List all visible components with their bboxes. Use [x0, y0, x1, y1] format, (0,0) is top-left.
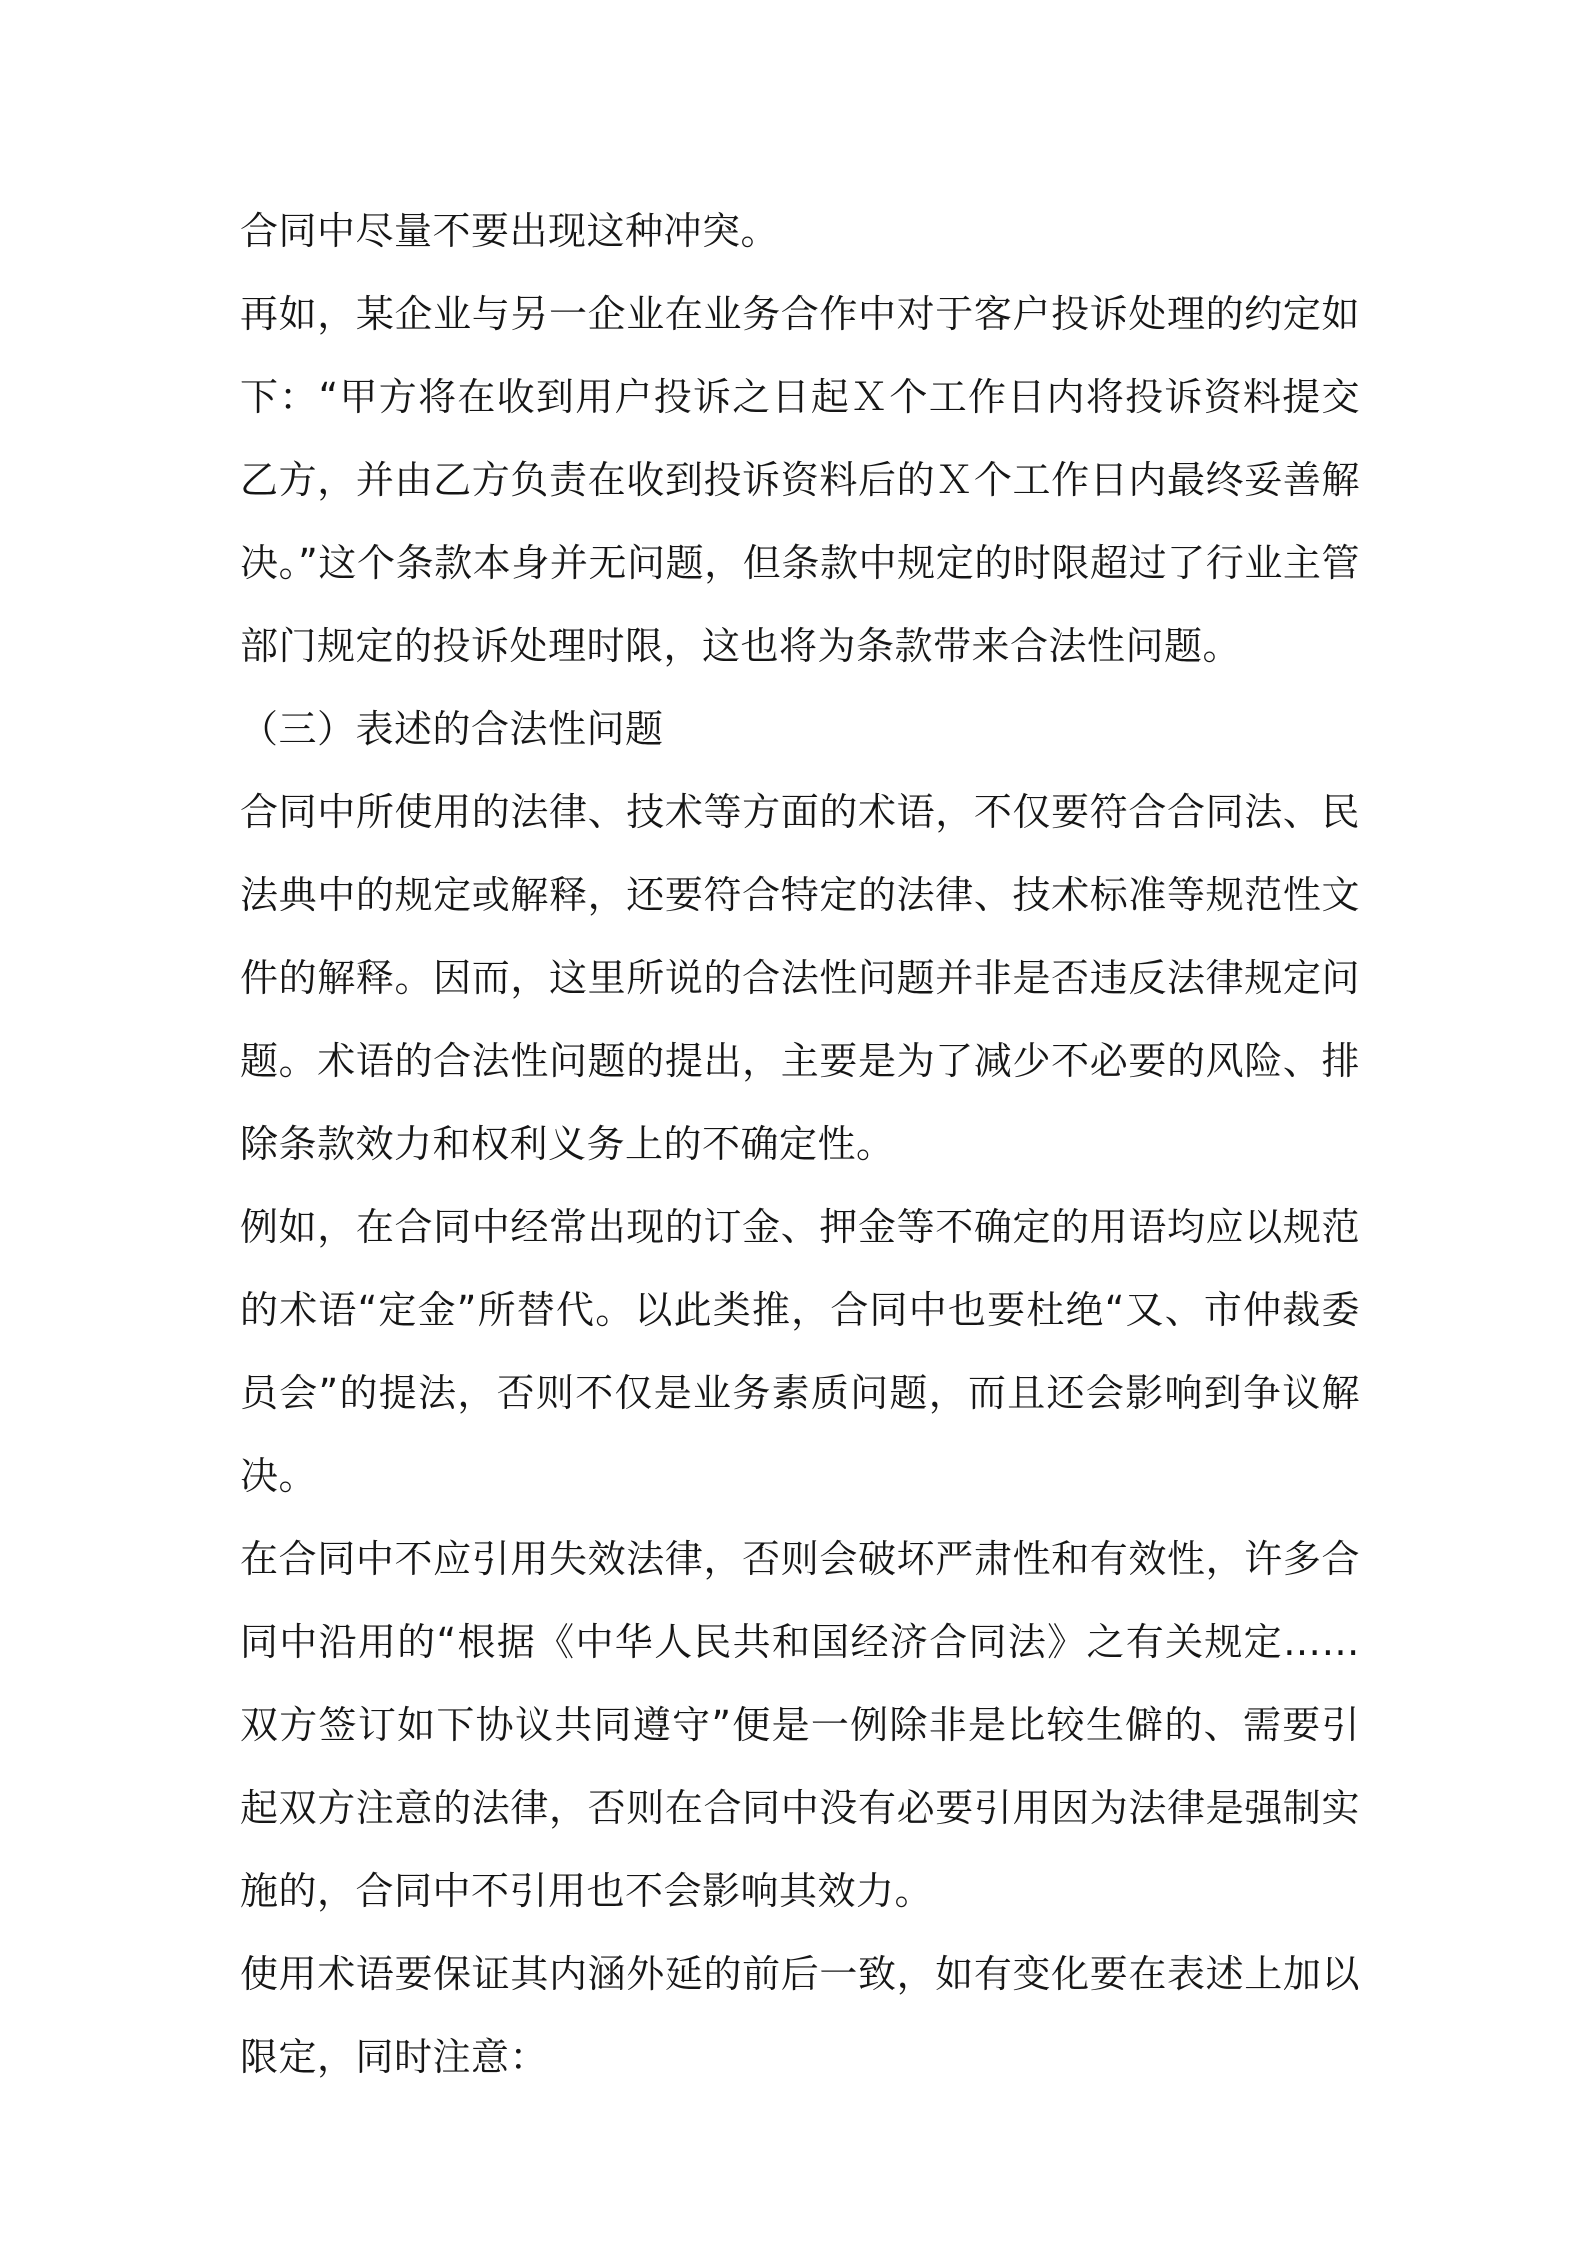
- document-body: [240, 190, 1360, 2099]
- paragraph-terminology-legality: 合同中所使用的法律、技术等方面的术语，不仅要符合合同法、民法典中的规定或解释，还要符合特定的法律、技术标准等规范性文件的解释。因而，这里所说的合法性问题并非是否违反法律规定问题。术语的合法性问题的提出，主要是为了减少不必要的风险、排除条款效力和权利义务上的不确定性。: [240, 790, 1360, 1166]
- section-heading-expression-legality: （三）表述的合法性问题: [240, 707, 664, 751]
- paragraph-invalid-law-citation: 在合同中不应引用失效法律，否则会破坏严肃性和有效性，许多合同中沿用的“根据《中华人民共和国经济合同法》之有关规定……双方签订如下协议共同遵守”便是一例除非是比较生僻的、需要引起双方注意的法律，否则在合同中没有必要引用因为法律是强制实施的，合同中不引用也不会影响其效力。: [240, 1537, 1360, 1913]
- paragraph-deposit-example: 例如，在合同中经常出现的订金、押金等不确定的用语均应以规范的术语“定金”所替代。以此类推，合同中也要杜绝“又、市仲裁委员会”的提法，否则不仅是业务素质问题，而且还会影响到争议解决。: [240, 1205, 1360, 1498]
- paragraph-term-consistency: 使用术语要保证其内涵外延的前后一致，如有变化要在表述上加以限定，同时注意：: [240, 1952, 1360, 2079]
- paragraph-complaint-example: 再如，某企业与另一企业在业务合作中对于客户投诉处理的约定如下：“甲方将在收到用户投诉之日起Ｘ个工作日内将投诉资料提交乙方，并由乙方负责在收到投诉资料后的Ｘ个工作日内最终妥善解决。”这个条款本身并无问题，但条款中规定的时限超过了行业主管部门规定的投诉处理时限，这也将为条款带来合法性问题。: [240, 292, 1360, 668]
- paragraph-conflict-note: 合同中尽量不要出现这种冲突。: [240, 209, 780, 253]
